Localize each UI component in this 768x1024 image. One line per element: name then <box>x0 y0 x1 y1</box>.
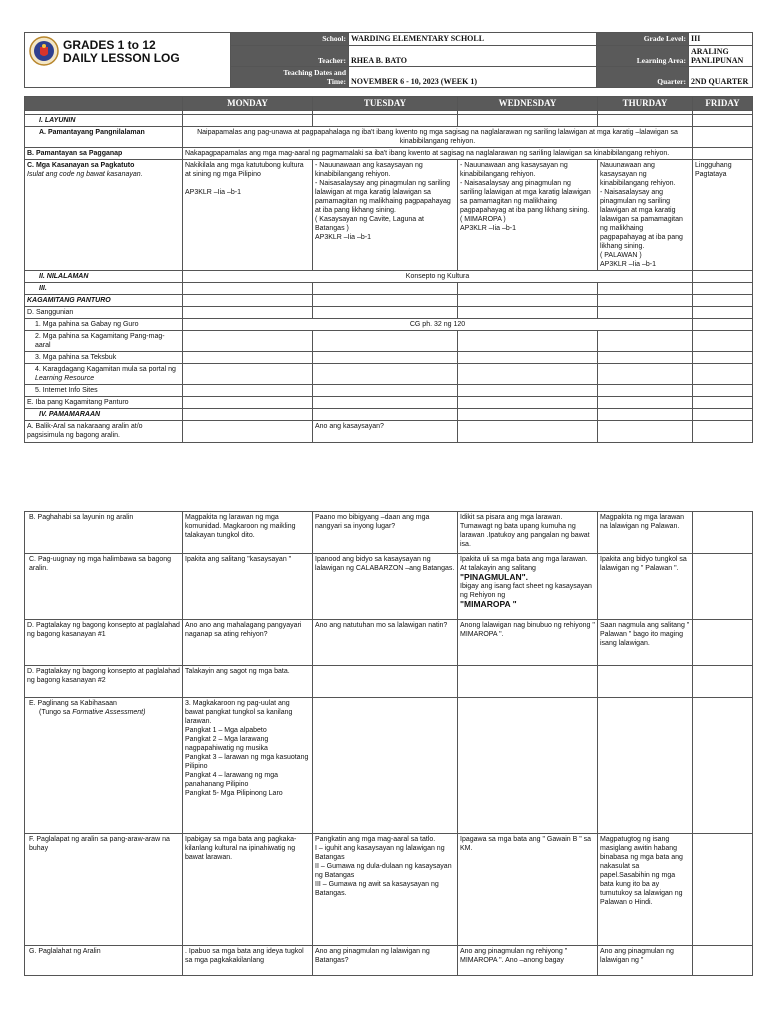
paghahabi-monday: Magpakita ng larawan ng mga komunidad. Magkaroon ng maikling talakayan tungkol dito. <box>183 512 313 554</box>
pagtalakay-2-label: D. Pagtalakay ng bagong konsepto at paglalahad ng bagong kasanayan #2 <box>25 666 183 698</box>
dates-label-line-1: Teaching Dates and <box>283 68 346 77</box>
paglalapat-label: F. Paglalapat ng aralin sa pang-araw-araw na buhay <box>25 834 183 946</box>
lesson-log <box>24 32 752 976</box>
pagtalakay-1-tuesday: Ano ang natutuhan mo sa lalawigan natin? <box>313 620 458 666</box>
paglinang-sub <box>29 708 180 717</box>
paglalapat-tuesday: Pangkatin ang mga mag-aaral sa tatlo. I – iguhit ang kasaysayan ng lalawigan ng Batangas II – Gumawa ng dula-dulaan ng kasaysayan ng Batangas III – Gumawa ng awit sa kasaysayan ng Batangas. <box>313 834 458 946</box>
teacher-label: Teacher: <box>231 46 349 67</box>
dates-value: NOVEMBER 6 - 10, 2023 (WEEK 1) <box>349 67 597 88</box>
section-pamamaraan: IV. PAMAMARAAN <box>25 409 183 421</box>
school-label: School: <box>231 33 349 46</box>
pagtalakay-1-monday: Ano ano ang mahalagang pangyayari naganap sa ating rehiyon? <box>183 620 313 666</box>
paglalapat-monday: Ipabigay sa mga bata ang pagkaka-kilanlang kultural na ipinahiwatig ng bawat larawan. <box>183 834 313 946</box>
deped-seal-icon <box>29 36 59 66</box>
balik-aral-label: A. Balik-Aral sa nakaraang aralin at/o pagsisimula ng bagong aralin. <box>25 421 183 443</box>
pag-uugnay-wed-line-2: "PINAGMULAN". <box>460 572 529 582</box>
kasanayan-thursday: Nauunawaan ang kasaysayan ng kinabibilangang rehiyon. - Naisasalaysay ang pinagmulan ng sariling lalawigan at mga karatig lalawigan sa pamamagitan ng malikhaing pagpapahayag at iba pang likhang sining. ( PALAWAN ) AP3KLR –Iia –b-1 <box>598 160 693 271</box>
pagtalakay-2-monday: Talakayin ang sagot ng mga bata. <box>183 666 313 698</box>
kasanayan-label: C. Mga Kasanayan sa Pagkatuto <box>27 162 135 169</box>
paglinang-label-cell <box>25 698 183 834</box>
kasanayan-friday: Lingguhang Pagtataya <box>693 160 753 271</box>
learning-resource-label <box>25 364 183 385</box>
pag-uugnay-wed-line-1: Ipakita uli sa mga bata ang mga larawan. At talakayin ang salitang <box>460 556 588 572</box>
dates-label-line-2: Time: <box>326 77 346 86</box>
paglalapat-wednesday: Ipagawa sa mga bata ang " Gawain B " sa KM. <box>458 834 598 946</box>
pamantayan-sa-pagganap-text: Nakapagpapamalas ang mga mag-aaral ng pagmamalaki sa iba't ibang kwento at sagisag na naglalarawan ng sariling lalawigan sa kinabibilangang rehiyon. <box>183 148 693 160</box>
paglalahat-tuesday: Ano ang pinagmulan ng lalawigan ng Batangas? <box>313 946 458 976</box>
pag-uugnay-wed-line-4: "MIMAROPA " <box>460 599 517 609</box>
paghahabi-wednesday: Idikit sa pisara ang mga larawan. Tumawagt ng bata upang kumuha ng larawan .Ipatukoy ang pangalan ng bawat isa. <box>458 512 598 554</box>
internet-info-sites-label: 5. Internet Info Sites <box>25 385 183 397</box>
pag-uugnay-monday: Ipakita ang salitang "kasaysayan " <box>183 554 313 620</box>
section-kagamitan: KAGAMITANG PANTURO <box>25 295 183 307</box>
teacher-value: RHEA B. BATO <box>349 46 597 67</box>
pamantayang-pangnilalaman-text: Naipapamalas ang pag-unawa at pagpapahalaga ng iba't ibang kwento ng mga sagisag na naglalarawan ng sariling lalawigan at mga karatig –lalawigan sa kinabibilangang rehiyon. <box>183 127 693 148</box>
section-nilalaman: II. NILALAMAN <box>25 271 183 283</box>
learning-resource-text: 4. Karagdagang Kagamitan mula sa portal ng <box>35 366 176 373</box>
paglalapat-thursday: Magpatugtog ng isang masiglang awitin habang binabasa ng mga bata ang nakasulat sa papel.Sasabihin ng mga bata kung ito ba ay tumutukoy sa lalawigan ng Palawan o Hindi. <box>598 834 693 946</box>
day-monday: MONDAY <box>183 97 313 111</box>
paghahabi-tuesday: Paano mo bibigyang –daan ang mga nangyari sa inyong lugar? <box>313 512 458 554</box>
grade-value: III <box>689 33 753 46</box>
kasanayan-tuesday: - Nauunawaan ang kasaysayan ng kinabibilangang rehiyon. - Naisasalaysay ang pinagmulan ng sariling lalawigan at mga karatig lalawigan sa pamamagitan ng malikhaing pagpapahayag at iba pang likhang sining. ( Kasaysayan ng Cavite, Laguna at Batangas ) AP3KLR –Iia –b-1 <box>313 160 458 271</box>
lesson-table-1 <box>24 96 753 443</box>
header-table <box>24 32 753 88</box>
learning-resource-italic: Learning Resource <box>35 375 95 382</box>
paglalahat-thursday: Ano ang pinagmulan ng lalawigan ng " <box>598 946 693 976</box>
paglinang-sub-a: (Tungo sa <box>39 709 73 716</box>
paglalahat-wednesday: Ano ang pinagmulan ng rehiyong " MIMAROPA ". Ano –anong bagay <box>458 946 598 976</box>
pagtalakay-1-wednesday: Anong lalawigan nag binubuo ng rehiyong " MIMAROPA ". <box>458 620 598 666</box>
kasanayan-label-cell <box>25 160 183 271</box>
area-label: Learning Area: <box>597 46 689 67</box>
pagtalakay-1-label: D. Pagtalakay ng bagong konsepto at paglalahad ng bagong kasanayan #1 <box>25 620 183 666</box>
gabay-ng-guro-text: CG ph. 32 ng 120 <box>183 319 693 331</box>
area-value-line-1: ARALING <box>691 47 729 56</box>
kagamitang-pang-mag-aaral-label: 2. Mga pahina sa Kagamitang Pang-mag-aaral <box>25 331 183 352</box>
area-value-line-2: PANLIPUNAN <box>691 56 744 65</box>
paglalahat-monday: . Ipabuo sa mga bata ang ideya tugkol sa mga pagkakakilanlang <box>183 946 313 976</box>
day-thursday: THURDAY <box>598 97 693 111</box>
paglinang-monday: 3. Magkakaroon ng pag-uulat ang bawat pangkat tungkol sa kanilang larawan. Pangkat 1 – Mga alpabeto Pangkat 2 – Mga larawang nagpapahiwatig ng musika Pangkat 3 – larawan ng mga kasuotang Pilipino Pangkat 4 – larawang ng mga panahanang Pilipino Pangkat 5- Mga Pilipinong Laro <box>183 698 313 834</box>
day-friday: FRIDAY <box>693 97 753 111</box>
school-value: WARDING ELEMENTARY SCHOLL <box>349 33 597 46</box>
kasanayan-sub: Isulat ang code ng bawat kasanayan. <box>27 171 143 178</box>
nilalaman-text: Konsepto ng Kultura <box>183 271 693 283</box>
grade-label: Grade Level: <box>597 33 689 46</box>
pagtalakay-1-thursday: Saan nagmula ang salitang " Palawan " bago ito maging isang lalawigan. <box>598 620 693 666</box>
day-wednesday: WEDNESDAY <box>458 97 598 111</box>
area-value <box>689 46 753 67</box>
pag-uugnay-tuesday: Ipanood ang bidyo sa kasaysayan ng lalawigan ng CALABARZON –ang Batangas. <box>313 554 458 620</box>
paglalahat-label: G. Paglalahat ng Aralin <box>25 946 183 976</box>
sanggunian-label: D. Sanggunian <box>25 307 183 319</box>
kasanayan-monday: Nakikilala ang mga katutubong kultura at sining ng mga Pilipino AP3KLR –Iia –b-1 <box>183 160 313 271</box>
pag-uugnay-wed-line-3: Ibigay ang isang fact sheet ng kasaysayan ng Rehiyon ng <box>460 583 592 599</box>
teksbuk-label: 3. Mga pahina sa Teksbuk <box>25 352 183 364</box>
section-layunin: I. LAYUNIN <box>25 115 183 127</box>
kasanayan-wednesday: - Nauunawaan ang kasaysayan ng kinabibilangang rehiyon. - Naisasalaysay ang pinagmulan ng sariling lalawigan at mga karatig lalawigan sa pamamagitan ng malikhaing pagpapahayag at iba pang likhang sining. ( MIMAROPA ) AP3KLR –Iia –b-1 <box>458 160 598 271</box>
pag-uugnay-wednesday <box>458 554 598 620</box>
title-line-2: DAILY LESSON LOG <box>63 51 180 65</box>
paglinang-label: E. Paglinang sa Kabihasaan <box>29 700 117 707</box>
pamantayang-pangnilalaman-label: A. Pamantayang Pangnilalaman <box>25 127 183 148</box>
lesson-table-2 <box>24 511 753 976</box>
section-iii: III. <box>25 283 183 295</box>
pag-uugnay-thursday: Ipakita ang bidyo tungkol sa lalawigan ng " Palawan ". <box>598 554 693 620</box>
paghahabi-thursday: Magpakita ng mga larawan na lalawigan ng Palawan. <box>598 512 693 554</box>
title-line-1: GRADES 1 to 12 <box>63 38 156 52</box>
quarter-value: 2ND QUARTER <box>689 67 753 88</box>
iba-pang-kagamitan-label: E. Iba pang Kagamitang Panturo <box>25 397 183 409</box>
quarter-label: Quarter: <box>597 67 689 88</box>
dates-label <box>231 67 349 88</box>
paghahabi-label: B. Paghahabi sa layunin ng aralin <box>25 512 183 554</box>
corner-cell <box>25 97 183 111</box>
pamantayan-sa-pagganap-label: B. Pamantayan sa Pagganap <box>25 148 183 160</box>
deped-logo-cell <box>25 33 231 88</box>
pag-uugnay-label: C. Pag-uugnay ng mga halimbawa sa bagong aralin. <box>25 554 183 620</box>
day-tuesday: TUESDAY <box>313 97 458 111</box>
balik-aral-tuesday: Ano ang kasaysayan? <box>313 421 458 443</box>
gabay-ng-guro-label: 1. Mga pahina sa Gabay ng Guro <box>25 319 183 331</box>
paglinang-sub-b: Formative Assessment) <box>72 709 146 716</box>
